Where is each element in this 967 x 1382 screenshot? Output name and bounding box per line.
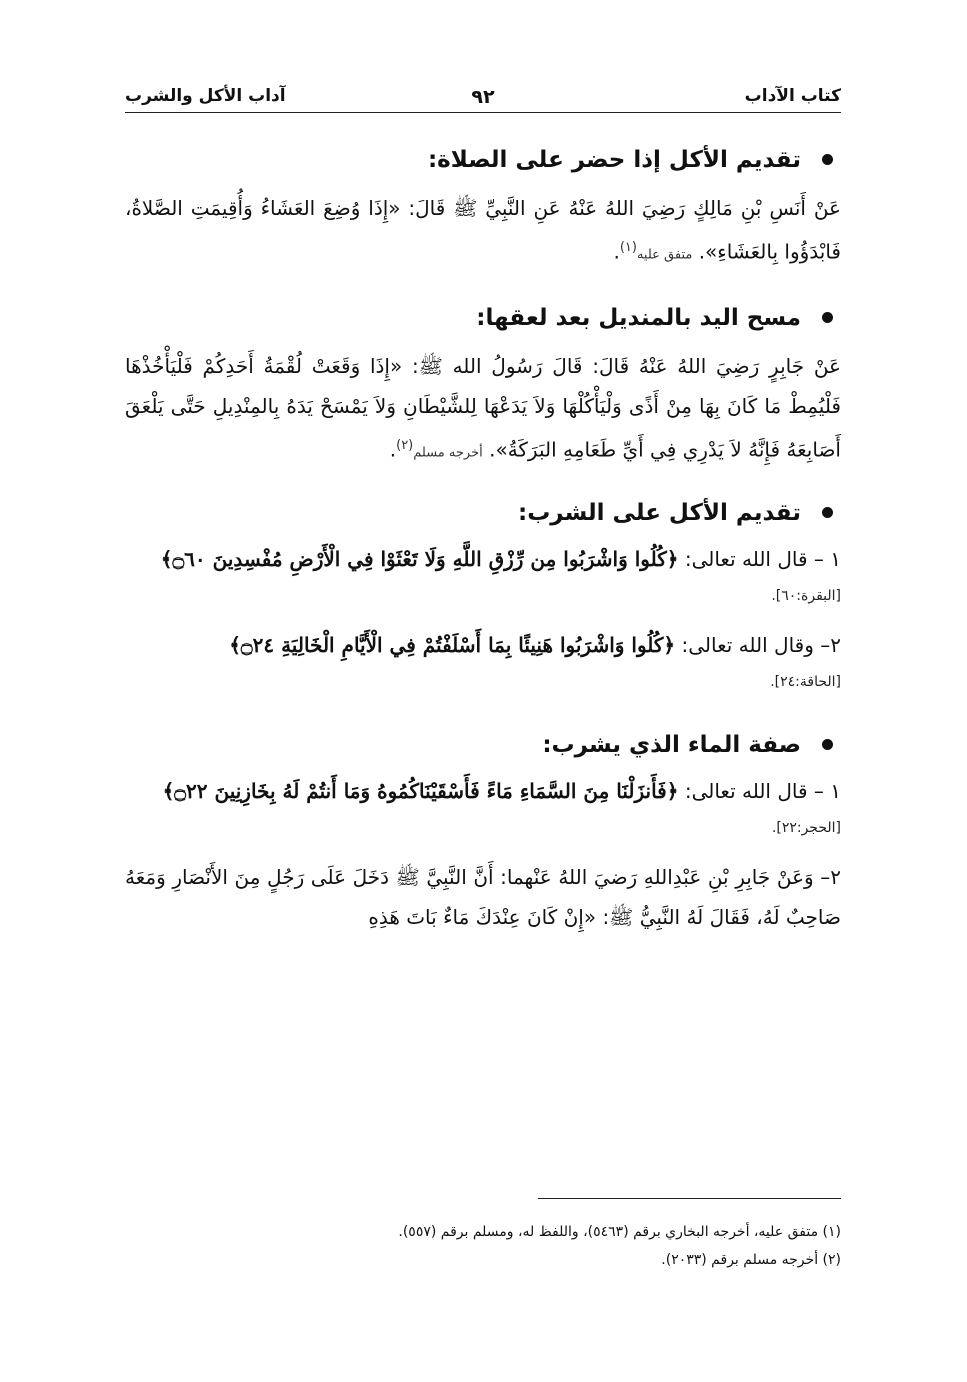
footnote-divider [538, 1198, 841, 1199]
verse-line [125, 625, 841, 665]
source-note: متفق عليه [636, 247, 693, 263]
verse-lead: ٢– وقال الله تعالى: [681, 633, 841, 658]
chapter-title: آداب الأكل والشرب [125, 86, 286, 106]
verse-line [125, 771, 841, 811]
quran-verse: ﴿فَأَنزَلْنَا مِنَ السَّمَاءِ مَاءً فَأَسْقَيْنَاكُمُوهُ وَمَا أَنتُمْ لَهُ بِخَازِنِينَ ۝٢٢﴾ [162, 779, 679, 804]
book-title: كتاب الآداب [744, 86, 841, 106]
section-heading [125, 493, 841, 533]
bullet-icon [822, 507, 833, 518]
quran-verse: ﴿كُلُوا وَاشْرَبُوا مِن رِّزْقِ اللَّهِ وَلَا تَعْثَوْا فِي الْأَرْضِ مُفْسِدِينَ ۝٦٠﴾ [160, 547, 679, 572]
section-title: مسح اليد بالمنديل بعد لعقها: [476, 304, 801, 331]
hadith-text: ٢– وَعَنْ جَابِرِ بْنِ عَبْدِاللهِ رَضيَ اللهُ عَنْهما: أَنَّ النَّبِيَّ ﷺ دَخَلَ عَلَى رَجُلٍ مِنَ الأَنْصَارِ وَمَعَهُ صَاحِبٌ لَهُ، فَقَالَ لَهُ النَّبِيُّ ﷺ: «إِنْ كَانَ عِنْدَكَ مَاءٌ بَاتَ هَذِهِ [125, 865, 841, 930]
verse-lead: ١ – قال الله تعالى: [684, 779, 841, 804]
footnote-2: (٢) أخرجه مسلم برقم (٢٠٣٣). [661, 1252, 841, 1268]
section-title: تقديم الأكل إذا حضر على الصلاة: [427, 147, 801, 173]
page-body [125, 140, 841, 937]
hadith-text: عَنْ أَنَسِ بْنِ مَالِكٍ رَضِيَ اللهُ عَنْهُ عَنِ النَّبِيِّ ﷺ قَالَ: «إِذَا وُضِعَ العَشَاءُ وَأُقِيمَتِ الصَّلاةُ، فَابْدَؤُوا بِالعَشَاءِ». متفق عليه$^{(١)}$. [125, 196, 841, 264]
verse-reference: [الحجر:٢٢]. [771, 820, 841, 837]
verse-reference: [البقرة:٦٠]. [771, 588, 841, 605]
bullet-icon [822, 739, 833, 750]
section-heading [125, 725, 841, 765]
hadith-body: عَنْ أَنَسِ بْنِ مَالِكٍ رَضِيَ اللهُ عَنْهُ عَنِ النَّبِيِّ ﷺ قَالَ: «إِذَا وُضِعَ العَشَاءُ وَأُقِيمَتِ الصَّلاةُ، فَابْدَؤُوا بِالعَشَاءِ». [125, 196, 841, 264]
footnote-marker[interactable]: (١) [619, 240, 637, 255]
page-header [125, 84, 841, 113]
footnotes [125, 1218, 841, 1274]
section-title: صفة الماء الذي يشرب: [542, 732, 801, 759]
footnote-1: (١) متفق عليه، أخرجه البخاري برقم (٥٤٦٣)، واللفظ له، ومسلم برقم (٥٥٧). [398, 1224, 841, 1240]
section-title: تقديم الأكل على الشرب: [518, 500, 801, 527]
footnote-marker[interactable]: (٢) [396, 437, 414, 453]
verse-lead: ١ – قال الله تعالى: [684, 547, 841, 572]
source-note: أخرجه مسلم [413, 445, 483, 461]
hadith-text: عَنْ جَابِرٍ رَضِيَ اللهُ عَنْهُ قَالَ: قَالَ رَسُولُ الله ﷺ: «إِذَا وَقَعَتْ لُقْمَةُ أَحَدِكُمْ فَلْيَأْخُذْهَا فَلْيُمِطْ مَا كَانَ بِهَا مِنْ أَذًى وَلْيَأْكُلْهَا وَلاَ يَدَعْهَا لِلشَّيْطَانِ وَلاَ يَمْسَحْ يَدَهُ بِالمِنْدِيلِ حَتَّى يَلْعَقَ أَصَابِعَهُ فَإِنَّهُ لاَ يَدْرِي فِي أَيِّ طَعَامِهِ البَرَكَةُ». أخرجه مسلم$^{(٢)}$. [125, 353, 841, 462]
bullet-icon [822, 154, 833, 165]
verse-line [125, 539, 841, 579]
hadith-body: عَنْ جَابِرٍ رَضِيَ اللهُ عَنْهُ قَالَ: قَالَ رَسُولُ الله ﷺ: «إِذَا وَقَعَتْ لُقْمَةُ أَحَدِكُمْ فَلْيَأْخُذْهَا فَلْيُمِطْ مَا كَانَ بِهَا مِنْ أَذًى وَلْيَأْكُلْهَا وَلاَ يَدَعْهَا لِلشَّيْطَانِ وَلاَ يَمْسَحْ يَدَهُ بِالمِنْدِيلِ حَتَّى يَلْعَقَ أَصَابِعَهُ فَإِنَّهُ لاَ يَدْرِي فِي أَيِّ طَعَامِهِ البَرَكَةُ». [125, 353, 841, 462]
quran-verse: ﴿كُلُوا وَاشْرَبُوا هَنِيئًا بِمَا أَسْلَفْتُمْ فِي الْأَيَّامِ الْخَالِيَةِ ۝٢٤﴾ [229, 633, 676, 658]
page-number: ٩٢ [471, 86, 495, 108]
section-heading [125, 298, 841, 338]
bullet-icon [822, 312, 833, 323]
section-heading [125, 140, 841, 180]
verse-reference: [الحاقة:٢٤]. [770, 674, 841, 691]
